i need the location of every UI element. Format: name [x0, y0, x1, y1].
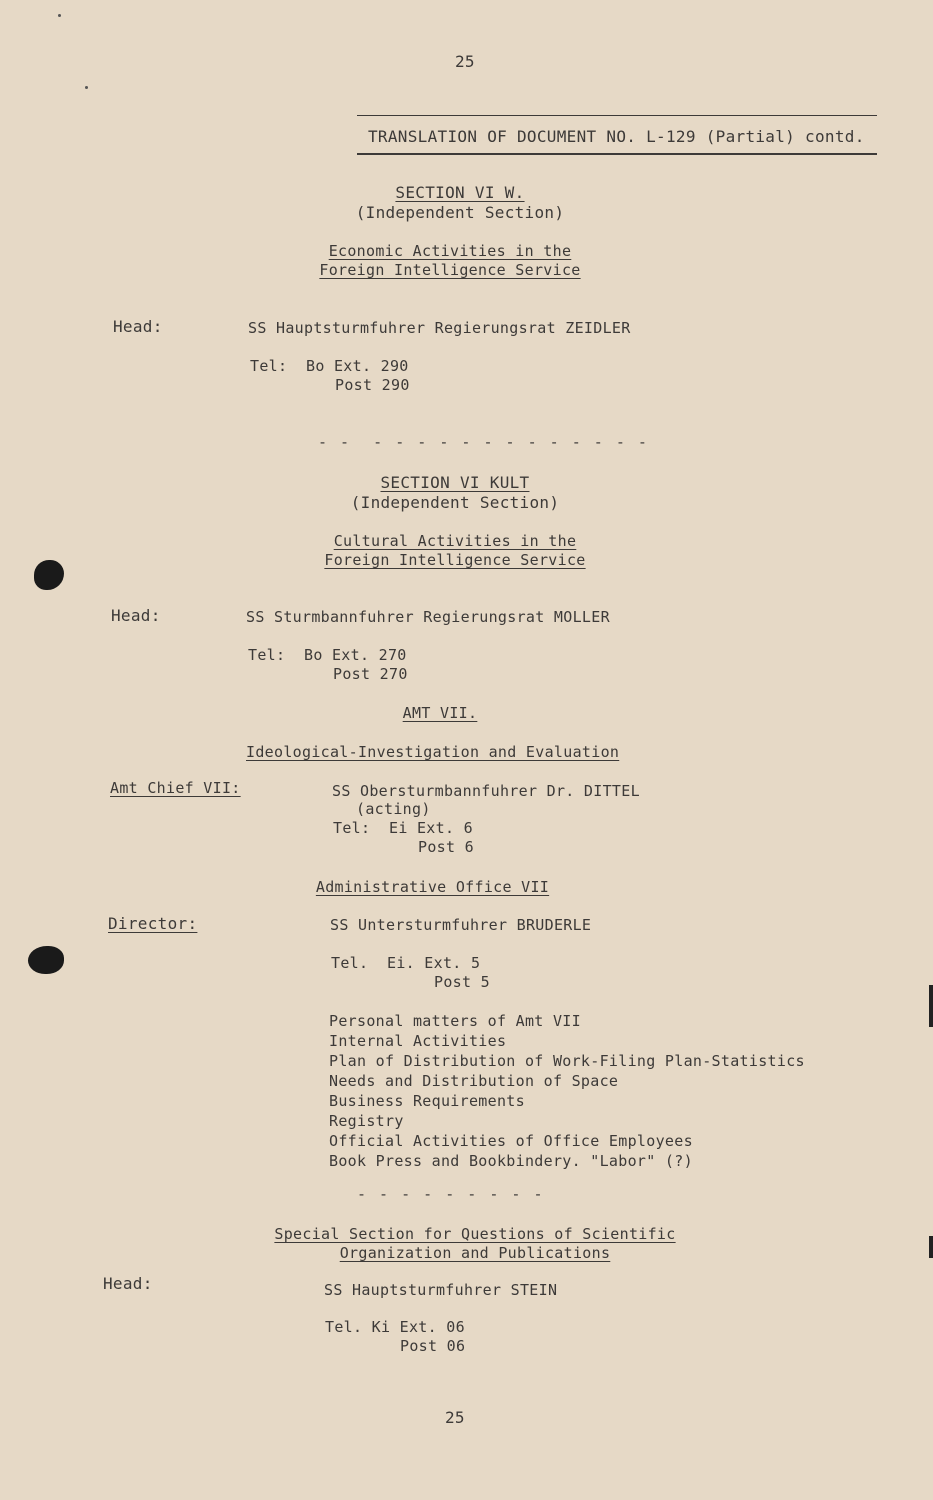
special-section-title-line1: Special Section for Questions of Scientific — [274, 1225, 676, 1243]
section-viw-head-label: Head: — [113, 317, 163, 336]
list-item: Internal Activities — [329, 1032, 507, 1050]
admin-tel: Tel. Ei. Ext. 5 — [331, 954, 481, 972]
admin-post: Post 5 — [434, 973, 490, 991]
section-vikult-subtitle: (Independent Section) — [350, 493, 560, 512]
document-header-title: TRANSLATION OF DOCUMENT NO. L-129 (Partial) contd. — [368, 127, 865, 146]
list-item: Needs and Distribution of Space — [329, 1072, 619, 1090]
section-vikult-head-name: SS Sturmbannfuhrer Regierungsrat MOLLER — [246, 608, 610, 626]
amt-chief-post: Post 6 — [418, 838, 474, 856]
section-vikult-post: Post 270 — [333, 665, 408, 683]
section-viw-post: Post 290 — [335, 376, 410, 394]
section-vikult-head-label: Head: — [111, 606, 161, 625]
page-number-top: 25 — [455, 52, 475, 71]
section-viw-desc-line2: Foreign Intelligence Service — [319, 261, 581, 279]
special-head-label: Head: — [103, 1274, 153, 1293]
section-viw-desc-line1: Economic Activities in the — [328, 242, 572, 260]
amt-chief-label: Amt Chief VII: — [110, 779, 241, 797]
header-rule-top — [357, 115, 877, 116]
list-item: Personal matters of Amt VII — [329, 1012, 581, 1030]
admin-director-label: Director: — [108, 914, 198, 933]
page-number-bottom: 25 — [445, 1408, 465, 1427]
section-separator: - - - - - - - - - - - - - - - — [318, 433, 649, 451]
amt-chief-acting: (acting) — [356, 800, 431, 818]
amt-chief-name: SS Obersturmbannfuhrer Dr. DITTEL — [332, 782, 640, 800]
section-viw-tel: Tel: Bo Ext. 290 — [250, 357, 409, 375]
special-post: Post 06 — [400, 1337, 466, 1355]
section-vikult-title: SECTION VI KULT — [380, 473, 530, 492]
ink-blot — [28, 946, 64, 974]
scan-edge-mark — [929, 985, 933, 1027]
speck — [85, 86, 88, 89]
amt-chief-tel: Tel: Ei Ext. 6 — [333, 819, 473, 837]
admin-office-title: Administrative Office VII — [315, 878, 550, 896]
list-item: Plan of Distribution of Work-Filing Plan-Statistics — [329, 1052, 805, 1070]
header-rule-bottom — [357, 153, 877, 155]
section-viw-head-name: SS Hauptsturmfuhrer Regierungsrat ZEIDLER — [248, 319, 631, 337]
section-viw-subtitle: (Independent Section) — [355, 203, 565, 222]
list-item: Official Activities of Office Employees — [329, 1132, 693, 1150]
list-item: Book Press and Bookbindery. "Labor" (?) — [329, 1152, 693, 1170]
amt-vii-subtitle: Ideological-Investigation and Evaluation — [246, 743, 620, 761]
admin-director-name: SS Untersturmfuhrer BRUDERLE — [330, 916, 592, 934]
amt-vii-title: AMT VII. — [402, 704, 478, 722]
special-section-title-line2: Organization and Publications — [339, 1244, 611, 1262]
scan-edge-mark — [929, 1236, 933, 1258]
list-item: Registry — [329, 1112, 404, 1130]
ink-blot — [34, 560, 64, 590]
speck — [58, 14, 61, 17]
special-head-name: SS Hauptsturmfuhrer STEIN — [324, 1281, 558, 1299]
section-vikult-desc-line1: Cultural Activities in the — [333, 532, 577, 550]
list-item: Business Requirements — [329, 1092, 525, 1110]
section-vikult-desc-line2: Foreign Intelligence Service — [324, 551, 586, 569]
special-tel: Tel. Ki Ext. 06 — [325, 1318, 465, 1336]
admin-separator: - - - - - - - - - — [357, 1185, 545, 1203]
section-vikult-tel: Tel: Bo Ext. 270 — [248, 646, 407, 664]
section-viw-title: SECTION VI W. — [395, 183, 525, 202]
